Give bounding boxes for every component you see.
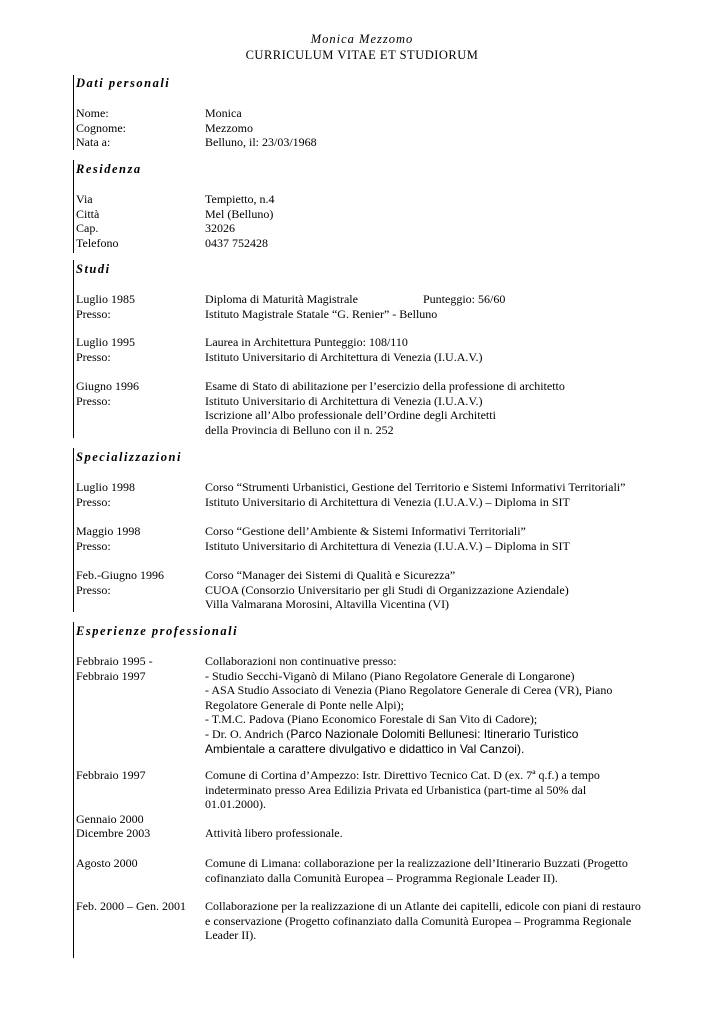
entry-text: Comune di Cortina d’Ampezzo: Istr. Direttivo Tecnico Cat. D (ex. 7ª q.f.) a tempo bbox=[205, 768, 600, 782]
entry-text-sans: Parco Nazionale Dolomiti Bellunesi: Itinerario Turistico bbox=[290, 727, 579, 741]
entry-date: Dicembre 2003 bbox=[76, 826, 151, 841]
field-value: Mel (Belluno) bbox=[205, 206, 274, 221]
entry-label: Presso: bbox=[76, 349, 111, 364]
entry-text: Istituto Universitario di Architettura di Venezia (I.U.A.V.) – Diploma in SIT bbox=[205, 538, 570, 553]
entry-date: Febbraio 1997 bbox=[76, 768, 146, 782]
entry-text: cofinanziato dalla Comunità Europea – Programma Regionale Leader II). bbox=[205, 870, 558, 885]
entry-label: Presso: bbox=[76, 538, 111, 553]
entry-label: Presso: bbox=[76, 393, 111, 408]
entry-label: Presso: bbox=[76, 494, 111, 509]
entry-text: Corso “Strumenti Urbanistici, Gestione del Territorio e Sistemi Informativi Territoriali” bbox=[205, 480, 626, 494]
entry-date: Febbraio 1997 bbox=[76, 668, 146, 683]
section-heading-dati: Dati personali bbox=[76, 76, 171, 90]
entry-text: Corso “Manager dei Sistemi di Qualità e Sicurezza” bbox=[205, 568, 456, 582]
section-rule-residenza bbox=[73, 160, 74, 253]
entry-text: Villa Valmarana Morosini, Altavilla Vicentina (VI) bbox=[205, 597, 450, 612]
section-heading-esperienze: Esperienze professionali bbox=[76, 624, 239, 638]
entry-text: Attività libero professionale. bbox=[205, 826, 343, 841]
entry-date: Giugno 1996 bbox=[76, 379, 139, 393]
entry-text: Leader II). bbox=[205, 928, 257, 943]
field-value: Belluno, il: 23/03/1968 bbox=[205, 135, 317, 150]
field-label: Telefono bbox=[76, 235, 119, 250]
entry-text: 01.01.2000). bbox=[205, 797, 266, 812]
entry-text: - Dr. O. Andrich ( bbox=[205, 727, 291, 741]
entry-text: CUOA (Consorzio Universitario per gli Studi di Organizzazione Aziendale) bbox=[205, 582, 569, 597]
entry-label: Presso: bbox=[76, 306, 111, 321]
entry-label: Presso: bbox=[76, 582, 111, 597]
entry-text: Collaborazioni non continuative presso: bbox=[205, 654, 397, 668]
entry-text-mixed bbox=[205, 727, 578, 742]
field-label: Nata a: bbox=[76, 135, 111, 150]
entry-text: e conservazione (Progetto cofinanziato dalla Comunità Europea – Programma Regionale bbox=[205, 913, 632, 928]
entry-text: Diploma di Maturità Magistrale bbox=[205, 292, 358, 306]
entry-date: Feb. 2000 – Gen. 2001 bbox=[76, 899, 186, 913]
entry-text: indeterminato presso Area Edilizia Privata ed Urbanistica (part-time al 50% dal bbox=[205, 782, 587, 797]
entry-text: - T.M.C. Padova (Piano Economico Forestale di San Vito di Cadore); bbox=[205, 712, 538, 727]
entry-text: - ASA Studio Associato di Venezia (Piano Regolatore Generale di Cerea (VR), Piano bbox=[205, 683, 613, 698]
field-value: Tempietto, n.4 bbox=[205, 192, 275, 206]
section-rule-spec bbox=[73, 448, 74, 612]
field-label: Nome: bbox=[76, 106, 109, 120]
entry-text: Corso “Gestione dell’Ambiente & Sistemi Informativi Territoriali” bbox=[205, 524, 526, 538]
section-rule-studi bbox=[73, 260, 74, 438]
entry-text: Istituto Universitario di Architettura di Venezia (I.U.A.V.) – Diploma in SIT bbox=[205, 494, 570, 509]
field-label: Cognome: bbox=[76, 120, 126, 135]
document-title: CURRICULUM VITAE ET STUDIORUM bbox=[245, 48, 479, 62]
entry-text: Comune di Limana: collaborazione per la realizzazione dell’Itinerario Buzzati (Progetto bbox=[205, 856, 628, 870]
entry-date: Agosto 2000 bbox=[76, 856, 138, 870]
entry-text: - Studio Secchi-Viganò di Milano (Piano Regolatore Generale di Longarone) bbox=[205, 668, 575, 683]
entry-text: Esame di Stato di abilitazione per l’esercizio della professione di architetto bbox=[205, 379, 565, 393]
entry-score: Punteggio: 56/60 bbox=[423, 292, 506, 306]
entry-text: Iscrizione all’Albo professionale dell’Ordine degli Architetti bbox=[205, 408, 496, 423]
entry-date: Maggio 1998 bbox=[76, 524, 141, 538]
entry-date: Luglio 1998 bbox=[76, 480, 135, 494]
entry-text-sans: Ambientale a carattere divulgativo e didattico in Val Canzoi). bbox=[205, 741, 525, 756]
entry-text: Laurea in Architettura Punteggio: 108/110 bbox=[205, 335, 408, 349]
field-value: 32026 bbox=[205, 221, 235, 236]
entry-text: Istituto Magistrale Statale “G. Renier” - Belluno bbox=[205, 306, 438, 321]
entry-date: Gennaio 2000 bbox=[76, 811, 144, 826]
entry-text: della Provincia di Belluno con il n. 252 bbox=[205, 422, 394, 437]
entry-date: Luglio 1985 bbox=[76, 292, 135, 306]
section-heading-specializzazioni: Specializzazioni bbox=[76, 450, 182, 464]
section-rule-esp bbox=[73, 622, 74, 958]
cv-owner-name: Monica Mezzomo bbox=[310, 32, 414, 46]
field-label: Via bbox=[76, 192, 93, 206]
field-label: Città bbox=[76, 206, 100, 221]
entry-text: Collaborazione per la realizzazione di un Atlante dei capitelli, edicole con piani di restauro bbox=[205, 899, 641, 913]
entry-text: Istituto Universitario di Architettura di Venezia (I.U.A.V.) bbox=[205, 393, 483, 408]
entry-date: Febbraio 1995 - bbox=[76, 654, 153, 668]
field-value: 0437 752428 bbox=[205, 235, 268, 250]
entry-text: Regolatore Generale di Ponte nelle Alpi); bbox=[205, 697, 404, 712]
field-value: Mezzomo bbox=[205, 120, 253, 135]
entry-date: Luglio 1995 bbox=[76, 335, 135, 349]
entry-text: Istituto Universitario di Architettura di Venezia (I.U.A.V.) bbox=[205, 349, 483, 364]
section-rule-dati bbox=[73, 75, 74, 150]
section-heading-residenza: Residenza bbox=[76, 162, 142, 176]
field-label: Cap. bbox=[76, 221, 99, 236]
section-heading-studi: Studi bbox=[76, 262, 111, 276]
entry-date: Feb.-Giugno 1996 bbox=[76, 568, 164, 582]
field-value: Monica bbox=[205, 106, 242, 120]
